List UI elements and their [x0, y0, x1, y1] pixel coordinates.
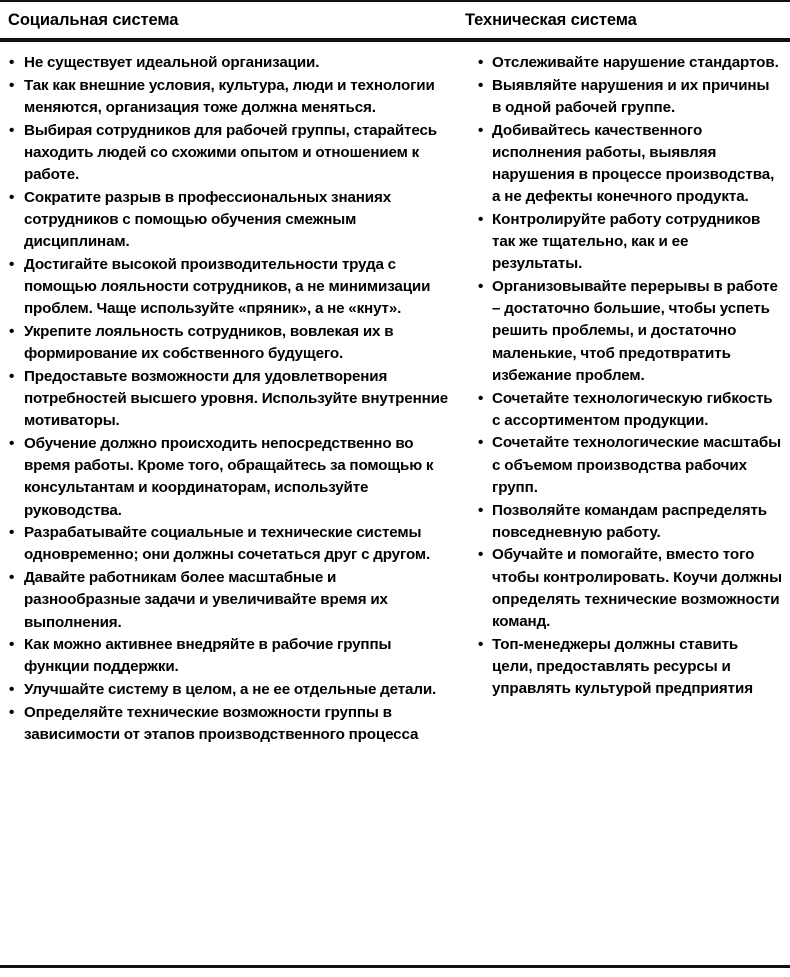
- bullet-icon: •: [9, 121, 15, 139]
- list-item-text: Так как внешние условия, культура, люди и технологии меняются, организация тоже должна меняться.: [24, 76, 435, 116]
- column-header-social-system: Социальная система: [8, 10, 179, 29]
- list-item-text: Выбирая сотрудников для рабочей группы, старайтесь находить людей со схожими опытом и отношением к работе.: [24, 121, 437, 184]
- bullet-icon: •: [9, 681, 15, 699]
- list-item: [8, 187, 451, 254]
- list-item: [8, 254, 451, 321]
- bullet-icon: •: [478, 501, 484, 519]
- list-item-text: Добивайтесь качественного исполнения работы, выявляя нарушения в процессе производства, а не дефекты конечного продукта.: [492, 121, 775, 206]
- bullet-icon: •: [9, 703, 15, 721]
- list-item-text: Позволяйте командам распределять повседневную работу.: [492, 501, 768, 541]
- list-item-text: Организовывайте перерывы в работе – достаточно большие, чтобы успеть решить проблемы, и достаточно маленькие, чтоб предотвратить избежание проблем.: [492, 278, 778, 384]
- list-item-text: Разрабатывайте социальные и технические системы одновременно; они должны сочетаться друг с другом.: [24, 524, 431, 564]
- table-cell-technical-system: [465, 42, 790, 701]
- list-item: [477, 432, 782, 499]
- list-item-text: Улучшайте систему в целом, а не ее отдельные детали.: [24, 681, 437, 699]
- bullet-list-technical-system: [477, 52, 782, 700]
- bullet-icon: •: [9, 434, 15, 452]
- bullet-icon: •: [478, 121, 484, 139]
- list-item-text: Давайте работникам более масштабные и разнообразные задачи и увеличивайте время их выполнения.: [24, 569, 388, 631]
- bullet-icon: •: [9, 54, 15, 71]
- list-item-text: Топ-менеджеры должны ставить цели, предоставлять ресурсы и управлять культурой предприятия: [492, 635, 753, 698]
- bullet-icon: •: [478, 278, 484, 296]
- bullet-list-social-system: [8, 52, 451, 746]
- list-item: [477, 276, 782, 387]
- bullet-icon: •: [478, 54, 484, 71]
- bullet-icon: •: [478, 210, 484, 228]
- list-item: [477, 388, 782, 432]
- bullet-icon: •: [478, 434, 484, 452]
- list-item: [8, 522, 451, 566]
- list-item: [8, 702, 451, 746]
- list-item-text: Укрепите лояльность сотрудников, вовлекая их в формирование их собственного будущего.: [24, 322, 394, 363]
- list-item-text: Обучение должно происходить непосредственно во время работы. Кроме того, обращайтесь за помощью к консультантам и координаторам, используйте руководства.: [24, 434, 434, 519]
- list-item: [8, 52, 451, 74]
- table-header-row: [0, 2, 790, 38]
- table-bottom-rule: [0, 965, 790, 968]
- list-item: [8, 75, 451, 119]
- list-item: [477, 209, 782, 276]
- bullet-icon: •: [9, 188, 15, 206]
- bullet-icon: •: [478, 546, 484, 564]
- list-item: [8, 679, 451, 701]
- list-item-text: Отслеживайте нарушение стандартов.: [492, 54, 779, 71]
- list-item-text: Не существует идеальной организации.: [24, 54, 320, 71]
- list-item: [477, 75, 782, 119]
- bullet-icon: •: [478, 635, 484, 653]
- list-item: [477, 500, 782, 544]
- list-item: [8, 634, 451, 678]
- list-item: [8, 366, 451, 433]
- table-cell-social-system: [0, 42, 465, 747]
- list-item: [8, 433, 451, 522]
- list-item-text: Предоставьте возможности для удовлетворения потребностей высшего уровня. Используйте внутренние мотиваторы.: [24, 367, 449, 430]
- list-item-text: Как можно активнее внедряйте в рабочие группы функции поддержки.: [24, 636, 392, 676]
- table-body-row: [0, 42, 790, 965]
- bullet-icon: •: [478, 389, 484, 407]
- bullet-icon: •: [9, 76, 15, 94]
- list-item: [8, 120, 451, 187]
- column-header-technical-system: Техническая система: [465, 10, 637, 29]
- list-item: [8, 567, 451, 634]
- list-item: [477, 634, 782, 701]
- list-item-text: Выявляйте нарушения и их причины в одной рабочей группе.: [492, 76, 770, 116]
- list-item: [8, 321, 451, 365]
- list-item-text: Сочетайте технологическую гибкость с ассортиментом продукции.: [492, 389, 773, 429]
- bullet-icon: •: [478, 76, 484, 94]
- list-item-text: Достигайте высокой производительности труда с помощью лояльности сотрудников, а не минимизации проблем. Чаще используйте «пряник», а не «кнут».: [24, 255, 431, 318]
- list-item: [477, 544, 782, 633]
- list-item: [477, 120, 782, 209]
- list-item-text: Сочетайте технологические масштабы с объемом производства рабочих групп.: [492, 434, 781, 496]
- list-item: [477, 52, 782, 74]
- bullet-icon: •: [9, 322, 15, 340]
- list-item-text: Контролируйте работу сотрудников так же тщательно, как и ее результаты.: [492, 210, 761, 273]
- bullet-icon: •: [9, 367, 15, 385]
- bullet-icon: •: [9, 636, 15, 654]
- bullet-icon: •: [9, 255, 15, 273]
- list-item-text: Сократите разрыв в профессиональных знаниях сотрудников с помощью обучения смежным дисциплинам.: [24, 188, 391, 251]
- bullet-icon: •: [9, 569, 15, 587]
- bullet-icon: •: [9, 524, 15, 542]
- list-item-text: Обучайте и помогайте, вместо того чтобы контролировать. Коучи должны определять технические возможности команд.: [492, 546, 782, 631]
- list-item-text: Определяйте технические возможности группы в зависимости от этапов производственного процесса: [24, 703, 419, 744]
